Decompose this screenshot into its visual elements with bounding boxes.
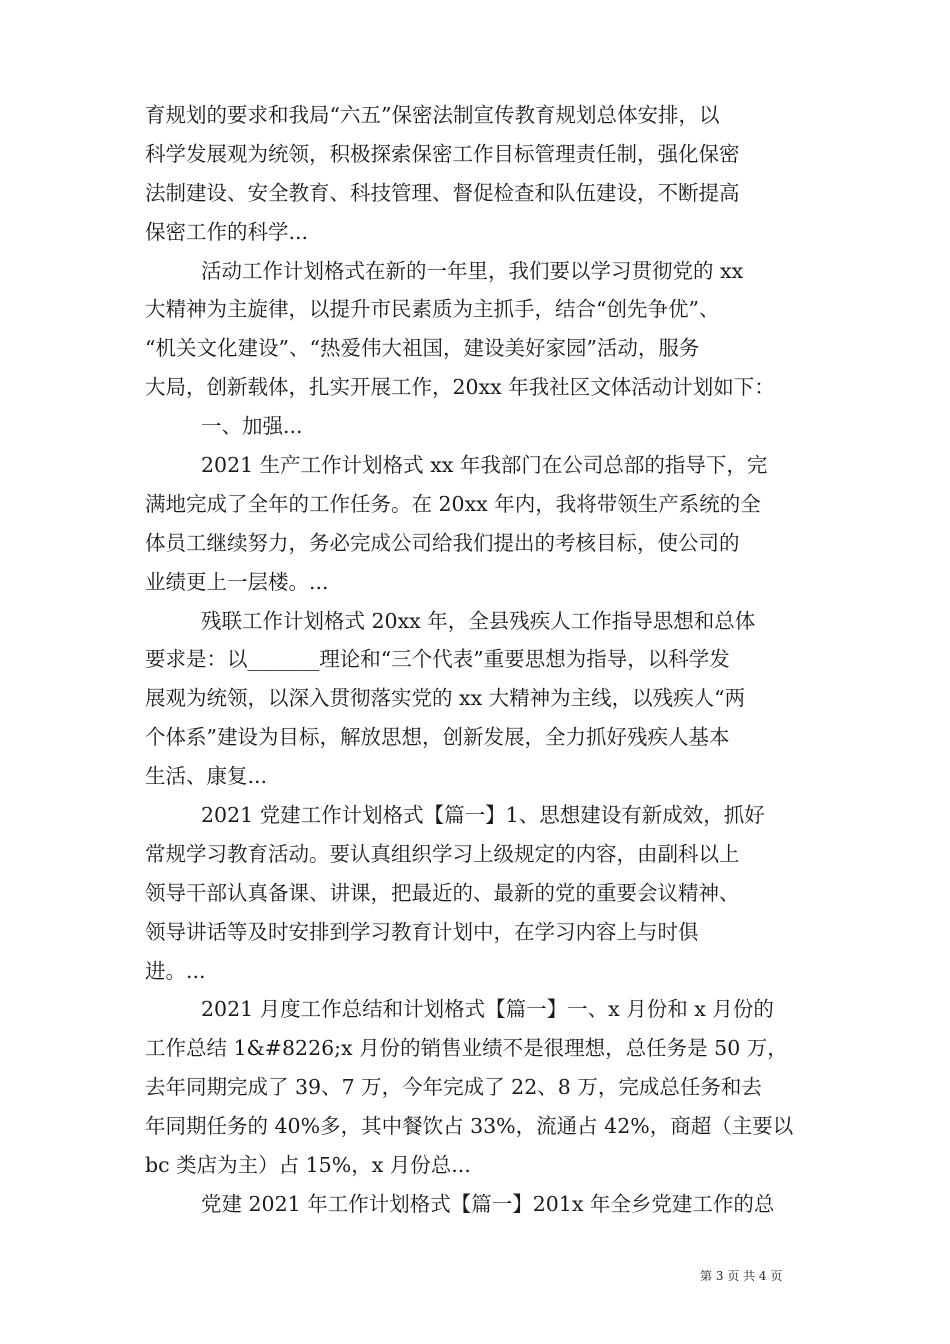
text-line: 业绩更上一层楼。...	[145, 569, 329, 594]
text-line: “机关文化建设”、“热爱伟大祖国，建设美好家园”活动，服务	[145, 336, 700, 361]
text-line: 党建 2021 年工作计划格式【篇一】201x 年全乡党建工作的总	[201, 1191, 775, 1216]
document-body	[145, 96, 813, 1224]
text-line: 大精神为主旋律，以提升市民素质为主抓手，结合“创先争优”、	[145, 297, 720, 322]
text-line: 生活、康复...	[145, 764, 268, 789]
text-line: 个体系”建设为目标，解放思想，创新发展，全力抓好残疾人基本	[145, 725, 730, 750]
text-line: 年同期任务的 40%多，其中餐饮占 33%，流通占 42%，商超（主要以	[145, 1114, 794, 1139]
text-line: 2021 生产工作计划格式 xx 年我部门在公司总部的指导下，完	[201, 453, 768, 478]
text-line: 大局，创新载体，扎实开展工作，20xx 年我社区文体活动计划如下：	[145, 375, 775, 400]
text-line: 工作总结 1&#8226;x 月份的销售业绩不是很理想，总任务是 50 万，	[145, 1036, 788, 1061]
text-line: 要求是：以_______理论和“三个代表”重要思想为指导，以科学发	[145, 647, 730, 672]
text-line: 体员工继续努力，务必完成公司给我们提出的考核目标，使公司的	[145, 530, 740, 555]
page-number-footer: 第 3 页 共 4 页	[700, 1269, 783, 1283]
text-line: 法制建设、安全教育、科技管理、督促检查和队伍建设，不断提高	[145, 180, 740, 205]
text-line: 展观为统领，以深入贯彻落实党的 xx 大精神为主线，以残疾人“两	[145, 686, 746, 711]
text-line: 领导讲话等及时安排到学习教育计划中，在学习内容上与时俱	[145, 919, 699, 944]
text-line: 2021 月度工作总结和计划格式【篇一】一、x 月份和 x 月份的	[201, 997, 774, 1022]
text-line: 进。...	[145, 958, 206, 983]
text-line: 育规划的要求和我局“六五”保密法制宣传教育规划总体安排，以	[145, 103, 720, 127]
text-line: 领导干部认真备课、讲课，把最近的、最新的党的重要会议精神、	[145, 880, 740, 905]
text-line: 保密工作的科学...	[145, 219, 309, 244]
text-line: 一、加强...	[201, 414, 303, 439]
text-line: bc 类店为主）占 15%，x 月份总...	[145, 1153, 471, 1178]
text-line: 满地完成了全年的工作任务。在 20xx 年内，我将带领生产系统的全	[145, 491, 761, 516]
text-line: 科学发展观为统领，积极探索保密工作目标管理责任制，强化保密	[145, 141, 740, 166]
text-line: 活动工作计划格式在新的一年里，我们要以学习贯彻党的 xx	[201, 258, 744, 283]
text-line: 2021 党建工作计划格式【篇一】1、思想建设有新成效，抓好	[201, 803, 765, 828]
text-line: 去年同期完成了 39、7 万，今年完成了 22、8 万，完成总任务和去	[145, 1075, 762, 1100]
text-line: 常规学习教育活动。要认真组织学习上级规定的内容，由副科以上	[145, 841, 740, 866]
text-line: 残联工作计划格式 20xx 年，全县残疾人工作指导思想和总体	[201, 608, 756, 633]
